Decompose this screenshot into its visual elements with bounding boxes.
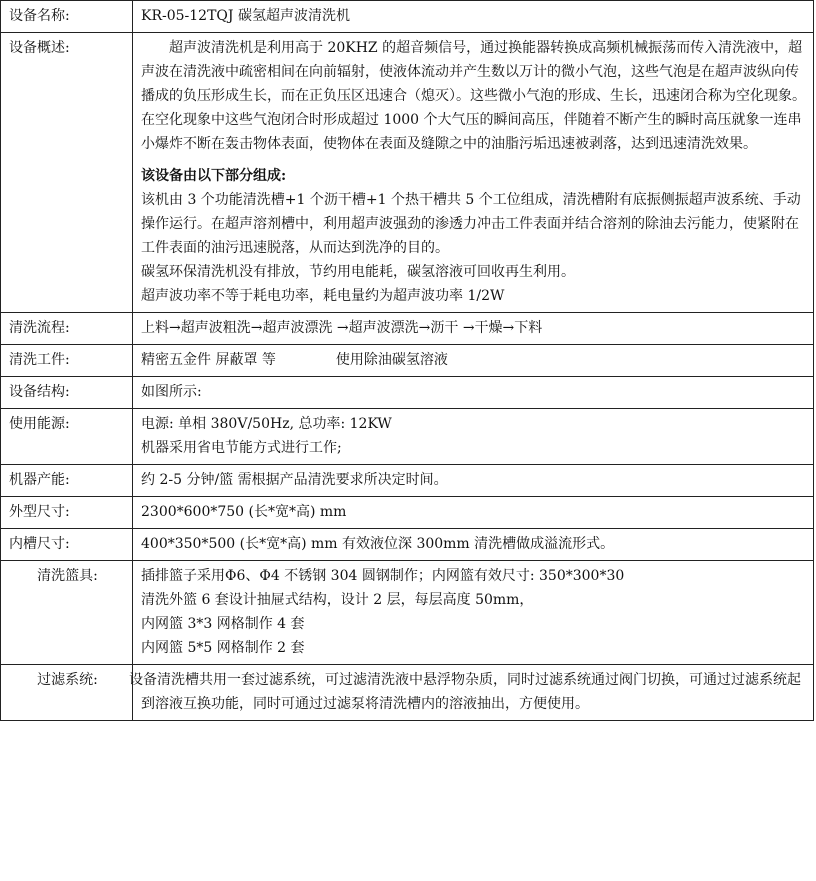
- workpiece-items: 精密五金件 屏蔽罩 等: [141, 352, 276, 368]
- basket-line: 内网篮 3*3 网格制作 4 套: [141, 616, 305, 632]
- row-outer-size: [1, 497, 814, 529]
- overview-power-note: 超声波功率不等于耗电功率，耗电量约为超声波功率 1/2W: [141, 288, 505, 304]
- value-overview: [133, 33, 814, 313]
- label-capacity: 机器产能:: [1, 465, 133, 497]
- overview-composition: 该机由 3 个功能清洗槽+1 个沥干槽+1 个热干槽共 5 个工位组成，清洗槽附有底振侧振超声波系统、手动操作运行。在超声溶剂槽中，利用超声波强劲的渗透力冲击工件表面并结合溶剂的除油去污能力，使紧附在工件表面的油污迅速脱落，从而达到洗净的目的。: [141, 192, 801, 256]
- value-basket: [133, 561, 814, 665]
- label-basket: 清洗篮具:: [1, 561, 133, 665]
- value-inner-size: 400*350*500 (长*宽*高) mm 有效液位深 300mm 清洗槽做成溢流形式。: [133, 529, 814, 561]
- overview-heading: 该设备由以下部分组成:: [141, 168, 287, 184]
- value-workpiece: [133, 345, 814, 377]
- label-outer-size: 外型尺寸:: [1, 497, 133, 529]
- basket-line: 插排篮子采用Φ6、Φ4 不锈钢 304 圆钢制作；内网篮有效尺寸: 350*300*30: [141, 568, 625, 584]
- row-basket: [1, 561, 814, 665]
- overview-intro: 超声波清洗机是利用高于 20KHZ 的超音频信号，通过换能器转换成高频机械振荡而传入清洗液中，超声波在清洗液中疏密相间在向前辐射，使液体流动并产生数以万计的微小气泡，这些气泡是在超声波纵向传播成的负压形成生长，而在正负压区迅速合（熄灭）。这些微小气泡的形成、生长，迅速闭合称为空化现象。在空化现象中这些气泡闭合时形成超过 1000 个大气压的瞬间高压，伴随着不断产生的瞬时高压就象一连串小爆炸不断在轰击物体表面，使物体在表面及缝隙之中的油脂污垢迅速被剥落，达到迅速清洗效果。: [141, 40, 806, 152]
- row-capacity: [1, 465, 814, 497]
- row-process: [1, 313, 814, 345]
- value-capacity: 约 2-5 分钟/篮 需根据产品清洗要求所决定时间。: [133, 465, 814, 497]
- label-energy: 使用能源:: [1, 409, 133, 465]
- row-structure: [1, 377, 814, 409]
- basket-line: 内网篮 5*5 网格制作 2 套: [141, 640, 305, 656]
- value-name: KR-05-12TQJ 碳氢超声波清洗机: [133, 1, 814, 33]
- label-structure: 设备结构:: [1, 377, 133, 409]
- energy-line1: 电源: 单相 380V/50Hz, 总功率: 12KW: [141, 416, 392, 432]
- basket-line: 清洗外篮 6 套设计抽屉式结构，设计 2 层，每层高度 50mm，: [141, 592, 534, 608]
- row-overview: [1, 33, 814, 313]
- row-filter: [1, 665, 814, 721]
- row-inner-size: [1, 529, 814, 561]
- value-process: 上料→超声波粗洗→超声波漂洗 →超声波漂洗→沥干 →干燥→下料: [133, 313, 814, 345]
- label-process: 清洗流程:: [1, 313, 133, 345]
- row-workpiece: [1, 345, 814, 377]
- value-energy: [133, 409, 814, 465]
- value-outer-size: 2300*600*750 (长*宽*高) mm: [133, 497, 814, 529]
- row-name: [1, 1, 814, 33]
- overview-eco: 碳氢环保清洗机没有排放，节约用电能耗，碳氢溶液可回收再生利用。: [141, 264, 575, 280]
- label-workpiece: 清洗工件:: [1, 345, 133, 377]
- workpiece-solvent: 使用除油碳氢溶液: [335, 352, 448, 368]
- label-overview: 设备概述:: [1, 33, 133, 313]
- label-inner-size: 内槽尺寸:: [1, 529, 133, 561]
- label-filter: 过滤系统:: [1, 665, 133, 721]
- value-filter: 设备清洗槽共用一套过滤系统，可过滤清洗液中悬浮物杂质，同时过滤系统通过阀门切换，可通过过滤系统起到溶液互换功能，同时可通过过滤泵将清洗槽内的溶液抽出，方便使用。: [133, 665, 814, 721]
- row-energy: [1, 409, 814, 465]
- label-name: 设备名称:: [1, 1, 133, 33]
- energy-line2: 机器采用省电节能方式进行工作;: [141, 440, 342, 456]
- value-structure: 如图所示:: [133, 377, 814, 409]
